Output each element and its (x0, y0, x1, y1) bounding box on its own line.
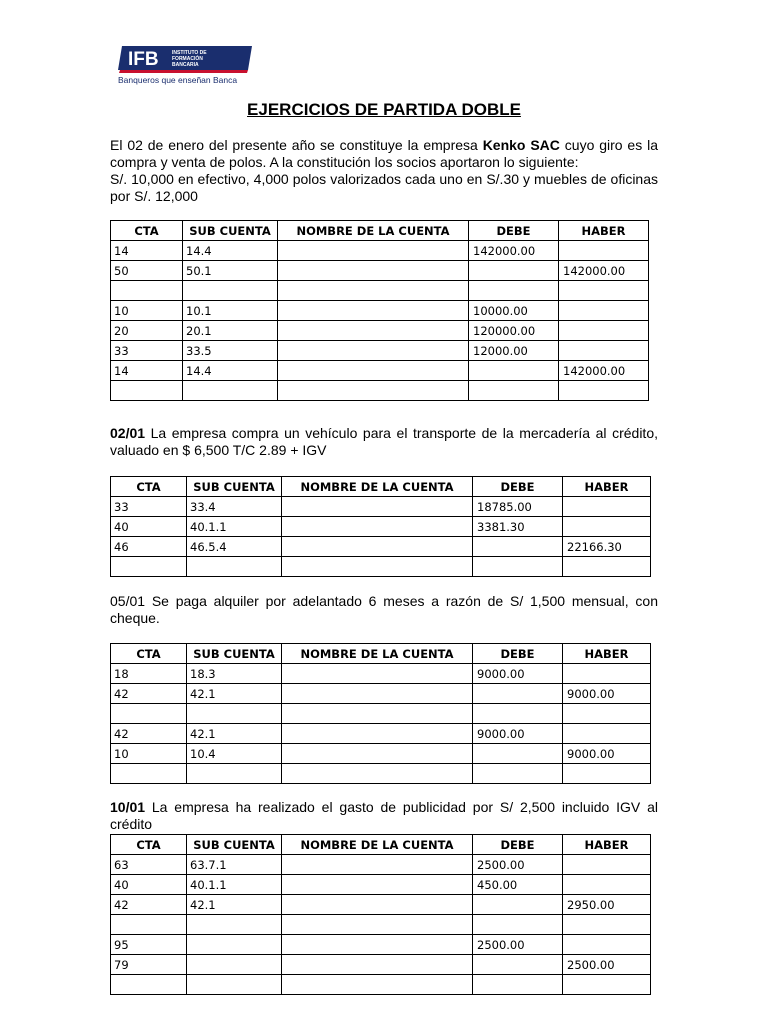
cell-haber (563, 704, 651, 724)
cell-nombre (278, 261, 469, 281)
cell-nombre (278, 301, 469, 321)
cell-cta (111, 915, 187, 935)
logo-tagline: Banqueros que enseñan Banca (118, 75, 238, 85)
cell-haber (563, 915, 651, 935)
cell-nombre (282, 557, 473, 577)
cell-nombre (282, 955, 473, 975)
cell-haber (559, 321, 649, 341)
cell-debe (473, 975, 563, 995)
logo-subtext: INSTITUTO DE (172, 50, 207, 56)
table-row (111, 875, 651, 895)
table-header-row (111, 221, 649, 241)
cell-cta: 33 (111, 497, 187, 517)
cell-debe (469, 381, 559, 401)
cell-cta: 63 (111, 855, 187, 875)
cell-nombre (282, 935, 473, 955)
cell-debe: 9000.00 (473, 724, 563, 744)
cell-nombre (282, 975, 473, 995)
table-row (111, 744, 651, 764)
table-row (111, 261, 649, 281)
cell-sub (187, 557, 282, 577)
cell-nombre (282, 724, 473, 744)
table-row (111, 684, 651, 704)
cell-cta: 95 (111, 935, 187, 955)
cell-sub: 46.5.4 (187, 537, 282, 557)
cell-haber (563, 724, 651, 744)
cell-cta: 33 (111, 341, 183, 361)
cell-haber (563, 764, 651, 784)
cell-cta: 50 (111, 261, 183, 281)
table-row (111, 955, 651, 975)
cell-debe: 120000.00 (469, 321, 559, 341)
cell-cta: 42 (111, 684, 187, 704)
cell-debe (473, 744, 563, 764)
cell-debe: 18785.00 (473, 497, 563, 517)
cell-debe (473, 537, 563, 557)
company-name: Kenko SAC (482, 137, 560, 153)
cell-nombre (282, 764, 473, 784)
cell-cta: 40 (111, 517, 187, 537)
cell-haber (559, 341, 649, 361)
cell-nombre (278, 281, 469, 301)
cell-haber (559, 281, 649, 301)
table-row (111, 724, 651, 744)
cell-nombre (278, 361, 469, 381)
cell-cta: 40 (111, 875, 187, 895)
exercise-3-text: 05/01 Se paga alquiler por adelantado 6 meses a razón de S/ 1,500 mensual, con cheque. (110, 593, 658, 626)
ledger-table-4 (110, 834, 651, 995)
cell-sub (187, 955, 282, 975)
cell-debe: 450.00 (473, 875, 563, 895)
cell-debe (473, 955, 563, 975)
cell-haber (563, 975, 651, 995)
col-sub-cuenta: SUB CUENTA (183, 221, 278, 241)
table-row (111, 664, 651, 684)
cell-cta: 20 (111, 321, 183, 341)
cell-debe (473, 684, 563, 704)
cell-haber (563, 664, 651, 684)
cell-haber (563, 855, 651, 875)
cell-nombre (282, 517, 473, 537)
exercise-2-text: 02/01 La empresa compra un vehículo para el transporte de la mercadería al crédito, valuado en $ 6,500 T/C 2.89 + IGV (110, 425, 658, 458)
cell-nombre (278, 241, 469, 261)
cell-sub: 63.7.1 (187, 855, 282, 875)
table-header-row: CTA SUB CUENTA NOMBRE DE LA CUENTA DEBE HABER (111, 477, 651, 497)
cell-haber: 9000.00 (563, 684, 651, 704)
cell-sub: 50.1 (183, 261, 278, 281)
cell-debe (473, 704, 563, 724)
cell-sub: 14.4 (183, 241, 278, 261)
cell-sub: 18.3 (187, 664, 282, 684)
cell-sub: 33.5 (183, 341, 278, 361)
table-row (111, 704, 651, 724)
col-haber: HABER (559, 221, 649, 241)
cell-cta: 46 (111, 537, 187, 557)
cell-haber: 142000.00 (559, 361, 649, 381)
cell-debe: 2500.00 (473, 855, 563, 875)
cell-haber (559, 381, 649, 401)
exercise-4-date: 10/01 (110, 799, 146, 815)
exercise-4-text: 10/01 La empresa ha realizado el gasto de publicidad por S/ 2,500 incluido IGV al crédito (110, 799, 658, 832)
table-row (111, 341, 649, 361)
cell-haber: 2950.00 (563, 895, 651, 915)
cell-sub (187, 915, 282, 935)
cell-haber: 22166.30 (563, 537, 651, 557)
cell-haber (563, 875, 651, 895)
cell-cta: 79 (111, 955, 187, 975)
cell-nombre (282, 684, 473, 704)
cell-haber (559, 301, 649, 321)
cell-sub (183, 381, 278, 401)
table-row (111, 321, 649, 341)
cell-debe (469, 281, 559, 301)
cell-cta: 10 (111, 744, 187, 764)
table-row (111, 764, 651, 784)
table-row (111, 301, 649, 321)
cell-sub: 42.1 (187, 895, 282, 915)
col-cta: CTA (111, 221, 183, 241)
cell-sub (187, 975, 282, 995)
cell-debe: 3381.30 (473, 517, 563, 537)
table-row (111, 895, 651, 915)
table-row (111, 975, 651, 995)
cell-nombre (278, 381, 469, 401)
cell-haber (559, 241, 649, 261)
cell-sub: 14.4 (183, 361, 278, 381)
exercise-2-date: 02/01 (110, 425, 146, 441)
cell-sub: 10.1 (183, 301, 278, 321)
page-title: EJERCICIOS DE PARTIDA DOBLE (247, 100, 521, 119)
cell-nombre (282, 915, 473, 935)
table-row (111, 281, 649, 301)
ifb-logo (116, 44, 256, 88)
cell-haber: 2500.00 (563, 955, 651, 975)
cell-cta (111, 704, 187, 724)
table-row (111, 557, 651, 577)
table-row (111, 241, 649, 261)
intro-paragraph: El 02 de enero del presente año se constituye la empresa Kenko SAC cuyo giro es la compra y venta de polos. A la constitución los socios aportaron lo siguiente: S/. 10,000 en efectivo, 4,000 polos valorizados cada uno en S/.30 y muebles de oficinas por S/. 12,000 (110, 137, 658, 204)
cell-cta: 14 (111, 361, 183, 381)
table-row (111, 855, 651, 875)
ledger-table-1 (110, 220, 649, 401)
cell-debe: 10000.00 (469, 301, 559, 321)
ledger-table-3 (110, 643, 651, 784)
cell-cta (111, 557, 187, 577)
cell-sub (187, 704, 282, 724)
cell-sub: 40.1.1 (187, 875, 282, 895)
cell-sub: 33.4 (187, 497, 282, 517)
cell-nombre (278, 321, 469, 341)
cell-debe (473, 915, 563, 935)
cell-cta: 10 (111, 301, 183, 321)
table-row (111, 517, 651, 537)
cell-haber (563, 517, 651, 537)
cell-debe: 142000.00 (469, 241, 559, 261)
cell-debe (473, 557, 563, 577)
cell-haber (563, 497, 651, 517)
cell-debe: 12000.00 (469, 341, 559, 361)
cell-cta: 42 (111, 895, 187, 915)
cell-sub: 20.1 (183, 321, 278, 341)
cell-cta (111, 975, 187, 995)
col-nombre: NOMBRE DE LA CUENTA (278, 221, 469, 241)
svg-text:FORMACIÓN: FORMACIÓN (172, 56, 203, 62)
cell-cta: 42 (111, 724, 187, 744)
ledger-table-2 (110, 476, 651, 577)
cell-nombre (282, 875, 473, 895)
cell-nombre (278, 341, 469, 361)
table-row (111, 497, 651, 517)
cell-sub: 10.4 (187, 744, 282, 764)
table-header-row: CTA SUB CUENTA NOMBRE DE LA CUENTA DEBE HABER (111, 835, 651, 855)
cell-cta: 14 (111, 241, 183, 261)
logo-mark: IFB (128, 49, 159, 70)
cell-sub: 42.1 (187, 684, 282, 704)
cell-nombre (282, 497, 473, 517)
svg-text:BANCARIA: BANCARIA (172, 62, 199, 68)
cell-sub: 40.1.1 (187, 517, 282, 537)
cell-debe: 2500.00 (473, 935, 563, 955)
table-row (111, 935, 651, 955)
cell-haber (563, 935, 651, 955)
cell-cta (111, 764, 187, 784)
table-header-row: CTA SUB CUENTA NOMBRE DE LA CUENTA DEBE HABER (111, 644, 651, 664)
cell-debe (469, 261, 559, 281)
cell-nombre (282, 537, 473, 557)
cell-sub (183, 281, 278, 301)
cell-haber (563, 557, 651, 577)
cell-sub (187, 935, 282, 955)
cell-nombre (282, 895, 473, 915)
cell-nombre (282, 744, 473, 764)
cell-sub (187, 764, 282, 784)
cell-sub: 42.1 (187, 724, 282, 744)
cell-cta (111, 381, 183, 401)
table-row (111, 537, 651, 557)
col-debe: DEBE (469, 221, 559, 241)
cell-haber: 142000.00 (559, 261, 649, 281)
cell-nombre (282, 855, 473, 875)
table-row (111, 361, 649, 381)
cell-debe (473, 895, 563, 915)
cell-debe (469, 361, 559, 381)
cell-haber: 9000.00 (563, 744, 651, 764)
cell-nombre (282, 704, 473, 724)
table-row (111, 381, 649, 401)
cell-cta: 18 (111, 664, 187, 684)
cell-debe: 9000.00 (473, 664, 563, 684)
cell-nombre (282, 664, 473, 684)
cell-cta (111, 281, 183, 301)
cell-debe (473, 764, 563, 784)
table-row (111, 915, 651, 935)
